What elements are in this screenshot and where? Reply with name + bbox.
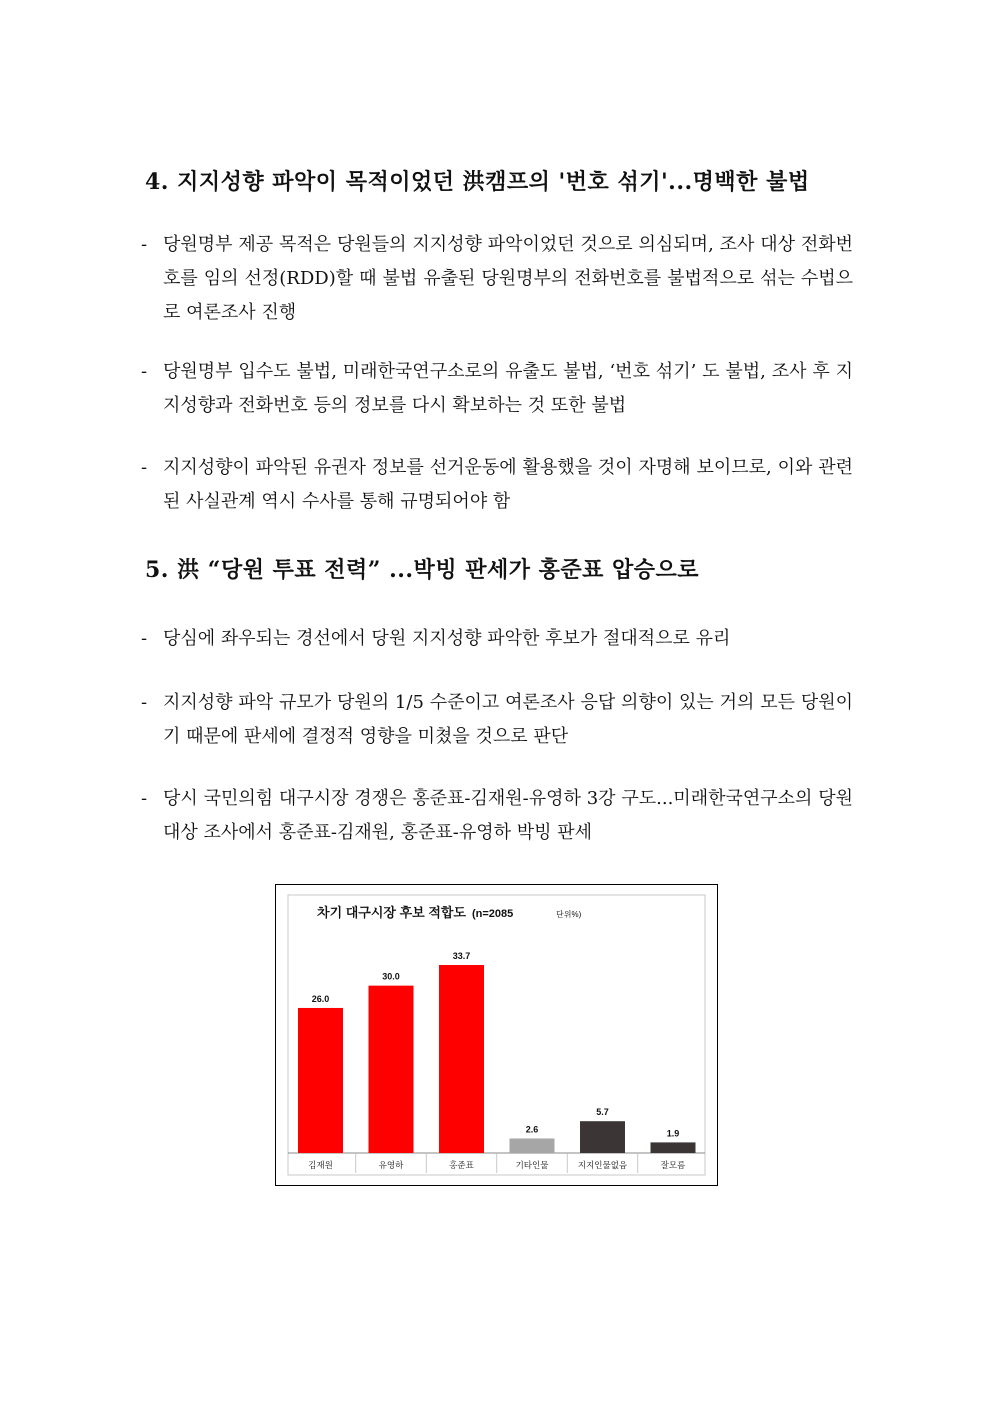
bar-6: [651, 1142, 696, 1153]
bar-3: [439, 965, 484, 1153]
bar-value-label: 2.6: [525, 1124, 539, 1135]
bullet-dash: -: [141, 457, 148, 478]
bar-value-label: 1.9: [666, 1128, 680, 1139]
bullet-text: 당원명부 입수도 불법, 미래한국연구소로의 유출도 불법, ‘번호 섞기’ 도 불법, 조사 후 지지성향과 전화번호 등의 정보를 다시 확보하는 것 또한 불법: [163, 361, 853, 416]
section-4-heading: 4. 지지성향 파악이 목적이었던 洪캠프의 '번호 섞기'...명백한 불법: [145, 169, 810, 195]
bar-value-label: 33.7: [452, 951, 471, 961]
plot-area-frame: [288, 895, 705, 1175]
section-5-heading: 5. 洪 “당원 투표 전력” ...박빙 판세가 홍준표 압승으로: [145, 557, 700, 583]
section-4-bullet-2: [141, 355, 853, 423]
category-tick-label: 기타인물: [515, 1160, 549, 1170]
bullet-text: 지지성향이 파악된 유권자 정보를 선거운동에 활용했을 것이 자명해 보이므로, 이와 관련된 사실관계 역시 수사를 통해 규명되어야 함: [163, 457, 853, 512]
bars-group: [288, 951, 705, 1173]
category-tick-label: 지지인물없음: [577, 1160, 628, 1170]
bar-4: [510, 1138, 555, 1153]
category-tick-label: 홍준표: [449, 1160, 474, 1170]
category-tick-label: 김재원: [308, 1160, 333, 1170]
bar-value-label: 5.7: [596, 1107, 609, 1118]
section-5-bullet-3: [141, 782, 853, 850]
candidate-fitness-chart: [275, 884, 718, 1186]
bullet-dash: -: [141, 628, 148, 649]
bar-value-label: 30.0: [382, 971, 400, 982]
chart-title: 차기 대구시장 후보 적합도: [317, 905, 466, 920]
bar-2: [369, 986, 414, 1153]
category-tick-label: 유영하: [378, 1160, 404, 1170]
bar-chart-svg: [276, 885, 717, 1185]
bullet-text: 당심에 좌우되는 경선에서 당원 지지성향 파악한 후보가 절대적으로 유리: [163, 628, 731, 649]
section-4-bullet-3: [141, 451, 853, 519]
chart-subtitle-unit: 단위%): [556, 910, 582, 919]
bullet-dash: -: [141, 788, 148, 809]
bar-5: [580, 1121, 625, 1153]
section-5-bullet-1: [141, 622, 853, 656]
bullet-dash: -: [141, 361, 148, 382]
bullet-text: 당원명부 제공 목적은 당원들의 지지성향 파악이었던 것으로 의심되며, 조사 대상 전화번호를 임의 선정(RDD)할 때 불법 유출된 당원명부의 전화번호를 불법적으로 섞는 수법으로 여론조사 진행: [163, 234, 853, 323]
bullet-dash: -: [141, 692, 148, 713]
bullet-dash: -: [141, 234, 148, 255]
bullet-text: 당시 국민의힘 대구시장 경쟁은 홍준표-김재원-유영하 3강 구도...미래한국연구소의 당원 대상 조사에서 홍준표-김재원, 홍준표-유영하 박빙 판세: [163, 788, 853, 843]
section-5-bullet-2: [141, 686, 853, 754]
bar-value-label: 26.0: [311, 993, 330, 1004]
bar-1: [298, 1008, 343, 1153]
bullet-text: 지지성향 파악 규모가 당원의 1/5 수준이고 여론조사 응답 의향이 있는 거의 모든 당원이기 때문에 판세에 결정적 영향을 미쳤을 것으로 판단: [163, 692, 853, 747]
section-4-bullet-1: [141, 228, 853, 330]
category-tick-label: 잘모름: [660, 1160, 686, 1170]
chart-subtitle-n: (n=2085: [472, 908, 514, 920]
